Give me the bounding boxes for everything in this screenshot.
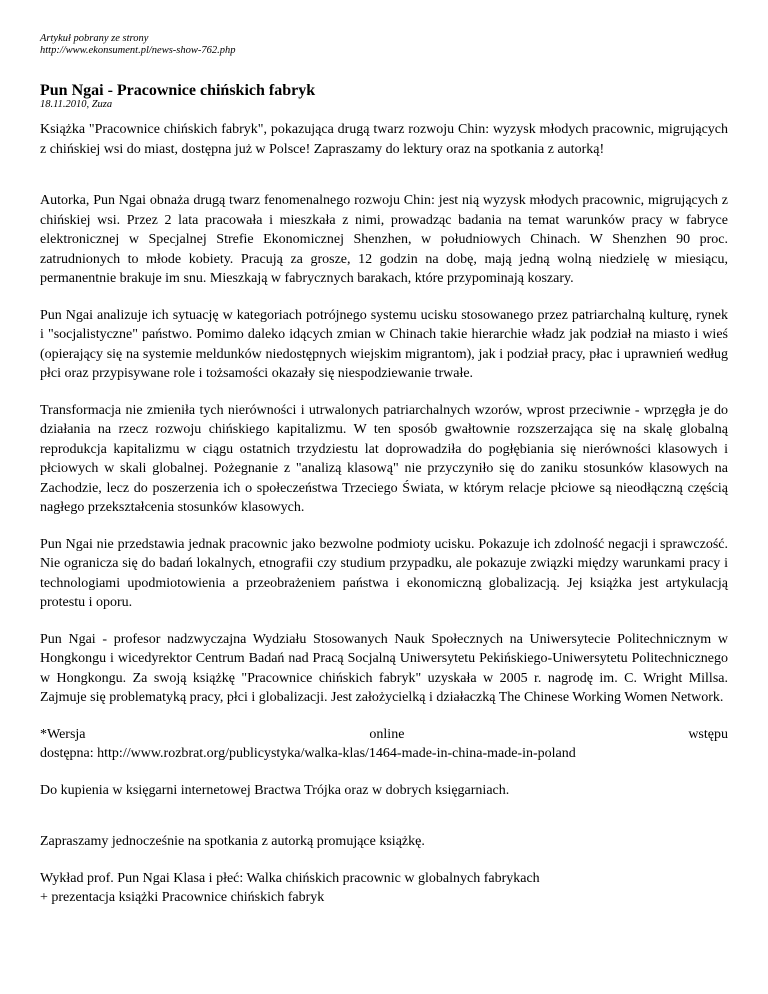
author-bio-paragraph: Pun Ngai - profesor nadzwyczajna Wydziału Stosowanych Nauk Społecznych na Uniwersytecie Politechnicznym w Hongkongu i wicedyrektor Centrum Badań nad Pracą Socjalną Uniwersytetu Pekińskiego-Uniwersytetu Politechnicznego w Hongkongu. Za swoją książkę "Pracownice chińskich fabryk" uzyskała w 2005 r. nagrodę im. C. Wright Millsa. Zajmuje się problematyką pracy, płci i globalizacji. Jest założycielką i działaczką The Chinese Working Women Network. xyxy=(40,631,728,705)
footnote xyxy=(40,725,728,764)
lecture-presentation: + prezentacja książki Pracownice chińskich fabryk xyxy=(40,890,325,905)
footnote-word: wstępu xyxy=(688,726,728,742)
body-paragraph: Transformacja nie zmieniła tych nierówności i utrwalonych patriarchalnych wzorów, wprost przeciwnie - wprzęgła je do działania na rzecz rozwoju chińskiego kapitalizmu. W ten sposób gwałtownie rozszerzająca się na skalę globalną reprodukcja kapitalizmu w ciągu ostatnich trzydziestu lat doprowadziła do pogłębiania się nierówności klasowych i płciowych w skali globalnej. Pożegnanie z "analizą klasową" nie przyczyniło się do zaniku stosunków klasowych na Zachodzie, lecz do poszerzenia ich o społeczeństwa Trzeciego Świata, w którym relacje płciowe są nieodłączną częścią nagłego przekształcenia stosunków klasowych. xyxy=(40,402,728,515)
footnote-word: online xyxy=(369,726,405,742)
source-url: http://www.ekonsument.pl/news-show-762.php xyxy=(40,45,236,56)
footnote-line xyxy=(40,725,728,745)
source-note xyxy=(40,33,236,57)
lecture-info xyxy=(40,869,728,908)
footnote-word: *Wersja xyxy=(40,726,86,742)
footnote-link: dostępna: http://www.rozbrat.org/publicystyka/walka-klas/1464-made-in-china-made-in-poland xyxy=(40,746,576,761)
invite-note: Zapraszamy jednocześnie na spotkania z autorką promujące książkę. xyxy=(40,834,425,849)
lecture-title: Wykład prof. Pun Ngai Klasa i płeć: Walka chińskich pracownic w globalnych fabrykach xyxy=(40,870,540,886)
body-paragraph: Pun Ngai analizuje ich sytuację w kategoriach potrójnego systemu ucisku stosowanego przez patriarchalną kulturę, rynek i "socjalistyczne" państwo. Pomimo daleko idących zmian w Chinach takie hierarchie władz jak podział na miasto i wieś (opierający się na systemie meldunków niedostępnych wiejskim migrantom), jak i podział pracy, płac i uprawnień według płci oraz przypisywane role i tożsamości okazały się niespodziewanie trwałe. xyxy=(40,307,728,381)
body-paragraph: Pun Ngai nie przedstawia jednak pracownic jako bezwolne podmioty ucisku. Pokazuje ich zdolność negacji i sprawczość. Nie ogranicza się do badań lokalnych, etnografii czy studium przypadku, ale pokazuje związki między warunkami pracy i technologiami upodmiotowienia a przeobrażeniem państwa i ekonomiczną globalizacją. Jej książka jest artykulacją protestu i oporu. xyxy=(40,536,728,610)
article-date-author: 18.11.2010, Zuza xyxy=(40,99,113,110)
body-paragraph: Autorka, Pun Ngai obnaża drugą twarz fenomenalnego rozwoju Chin: jest nią wyzysk młodych pracownic, migrujących z chińskiej wsi. Przez 2 lata pracowała i mieszkała z nimi, prowadząc badania na temat warunków pracy w fabryce elektronicznej w Specjalnej Strefie Ekonomicznej Shenzhen, w południowych Chinach. W Shenzhen 90 proc. zatrudnionych to młode kobiety. Pracują za grosze, 12 godzin na dobę, mają jedną wolną niedzielę w miesiącu, permanentnie brakuje im snu. Mieszkają w fabrycznych barakach, które przypominają koszary. xyxy=(40,193,728,286)
source-label: Artykuł pobrany ze strony xyxy=(40,33,149,44)
article-body xyxy=(40,120,728,908)
article-title: Pun Ngai - Pracownice chińskich fabryk xyxy=(40,82,316,99)
intro-paragraph: Książka "Pracownice chińskich fabryk", pokazująca drugą twarz rozwoju Chin: wyzysk młodych pracownic, migrujących z chińskiej wsi do miast, dostępna już w Polsce! Zapraszamy do lektury oraz na spotkania z autorką! xyxy=(40,122,728,157)
purchase-note: Do kupienia w księgarni internetowej Bractwa Trójka oraz w dobrych księgarniach. xyxy=(40,782,510,798)
